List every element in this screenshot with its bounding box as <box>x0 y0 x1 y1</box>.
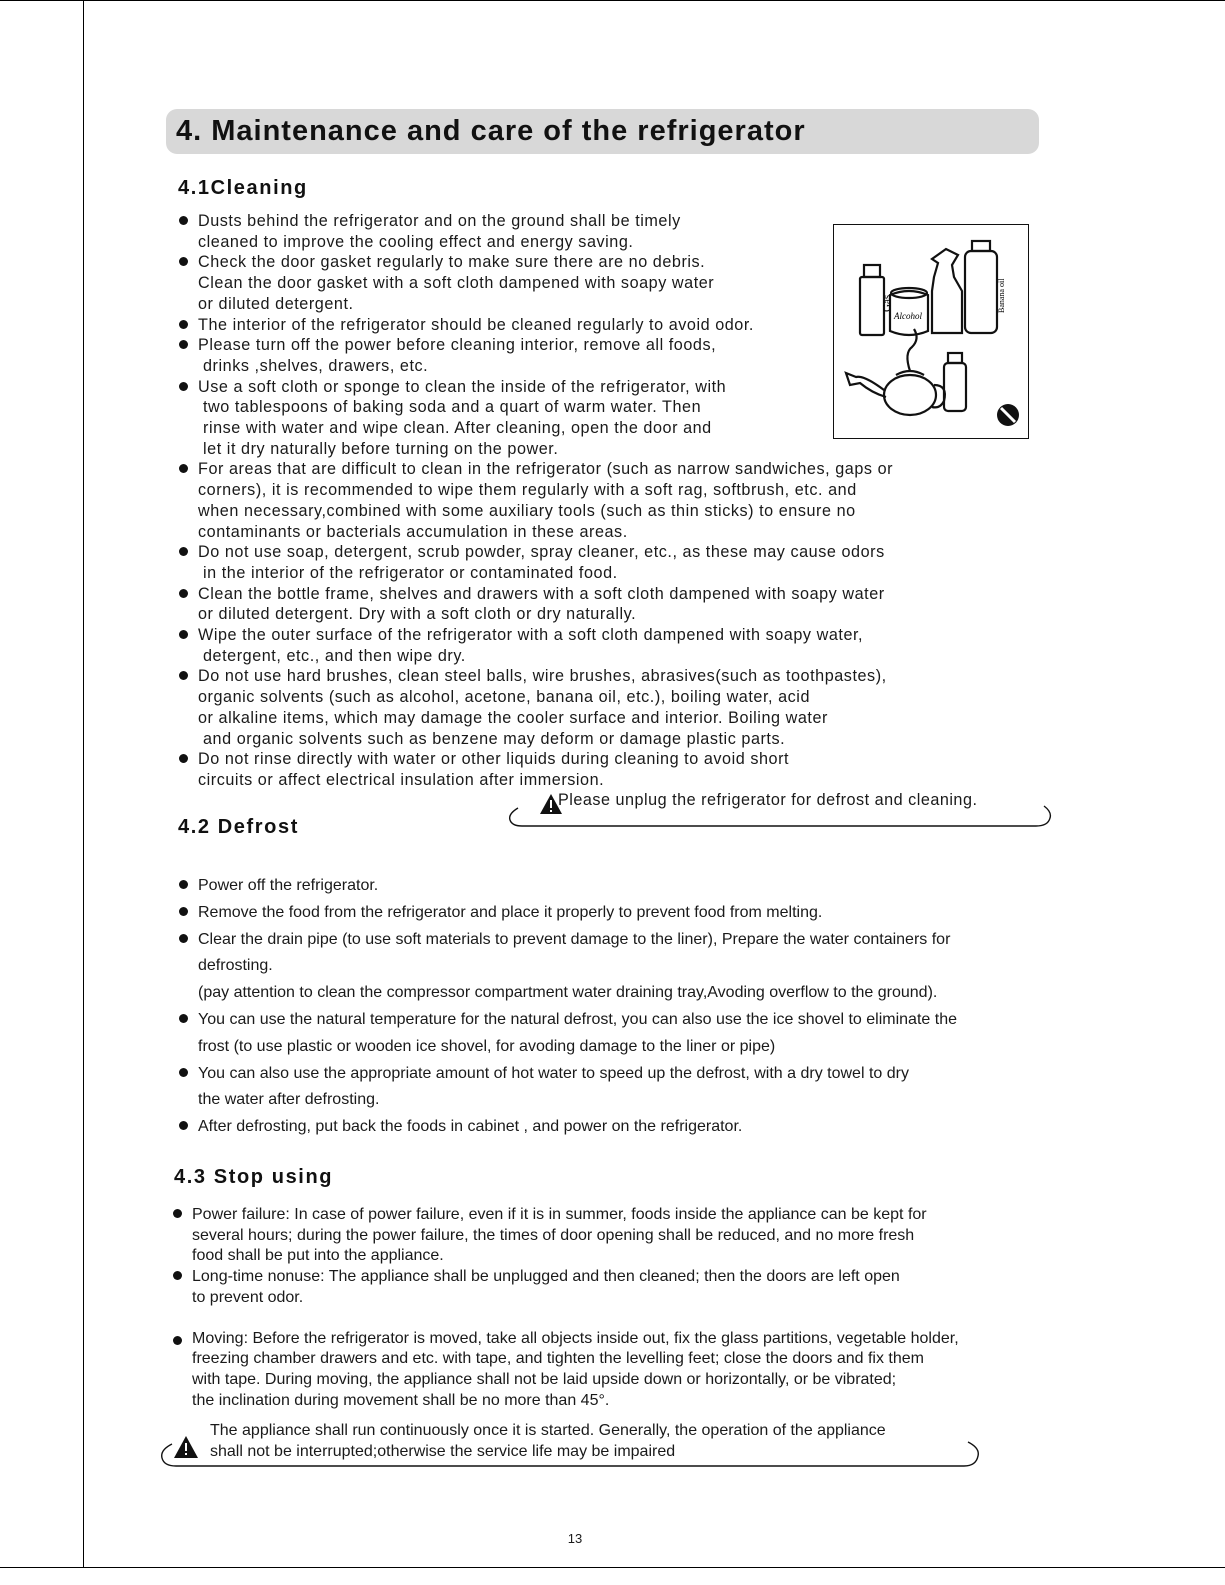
frame-left-rule <box>83 0 84 1567</box>
frame-top-rule <box>0 0 1225 1</box>
page-number: 13 <box>567 1531 583 1546</box>
small-bottle-shape <box>944 363 966 411</box>
cleaning-heading: 4.1Cleaning <box>178 177 308 199</box>
gas-can-cap <box>864 265 880 277</box>
list-item: Power off the refrigerator. <box>178 873 957 900</box>
defrost-list <box>178 873 957 1141</box>
list-item: You can also use the appropriate amount of hot water to speed up the defrost, with a dry towel to dry the water after defrosting. <box>178 1061 957 1115</box>
spray-bottle-shape <box>932 249 962 333</box>
no-chemicals-illustration <box>833 224 1029 439</box>
list-item: Moving: Before the refrigerator is moved, take all objects inside out, fix the glass partitions, vegetable holder, freezing chamber drawers and etc. with tape, and tighten the levelling feet; close the doors and fix them with tape. During moving, the appliance shall not be laid upside down or horizontally, or be vibrated; the inclination during movement shall be no more than 45°. <box>172 1329 959 1412</box>
list-item: Wipe the outer surface of the refrigerator with a soft cloth dampened with soapy water, detergent, etc., and then wipe dry. <box>178 625 893 666</box>
stop-using-heading: 4.3 Stop using <box>174 1166 334 1188</box>
banana-oil-bottle-shape <box>965 251 997 333</box>
list-item: Please turn off the power before cleaning interior, remove all foods, drinks ,shelves, drawers, etc. <box>178 335 893 376</box>
gas-label: Gas <box>881 294 893 312</box>
list-item: Power failure: In case of power failure, even if it is in summer, foods inside the appliance can be kept for several hours; during the power failure, the times of door opening shall be reduced, and no more fresh food shall be put into the appliance. <box>172 1205 959 1267</box>
defrost-heading: 4.2 Defrost <box>178 816 299 838</box>
list-item: Use a soft cloth or sponge to clean the inside of the refrigerator, with two tablespoons of baking soda and a quart of warm water. Then rinse with water and wipe clean. After cleaning, open the door and let it dry naturally before turning on the power. <box>178 377 893 460</box>
continuous-run-warning-text: The appliance shall run continuously once it is started. Generally, the operation of the appliance shall not be interrupted;otherwise the service life may be impaired <box>210 1422 886 1460</box>
bullet <box>179 257 188 266</box>
banana-oil-label: Banana oil <box>997 278 1006 313</box>
bullet <box>179 934 188 943</box>
list-item: Do not use soap, detergent, scrub powder, spray cleaner, etc., as these may cause odors in the interior of the refrigerator or contaminated food. <box>178 542 893 583</box>
cleaning-list <box>178 211 893 791</box>
bullet <box>179 1121 188 1130</box>
list-item: After defrosting, put back the foods in cabinet , and power on the refrigerator. <box>178 1114 957 1141</box>
bullet <box>179 1014 188 1023</box>
chemicals-drawing <box>834 225 1028 438</box>
bullet <box>173 1209 182 1218</box>
bullet <box>179 464 188 473</box>
list-item: Clear the drain pipe (to use soft materials to prevent damage to the liner), Prepare the water containers for defrosting. (pay attention to clean the compressor compartment water draining tray,Avoding overflow to the ground). <box>178 927 957 1007</box>
chapter-title: 4. Maintenance and care of the refrigerator <box>176 115 806 147</box>
bullet <box>179 382 188 391</box>
bullet <box>179 630 188 639</box>
unplug-warning-callout <box>506 790 1054 828</box>
unplug-warning-text: Please unplug the refrigerator for defrost and cleaning. <box>558 791 978 809</box>
list-item: Clean the bottle frame, shelves and drawers with a soft cloth dampened with soapy water or diluted detergent. Dry with a soft cloth or dry naturally. <box>178 584 893 625</box>
bullet <box>179 907 188 916</box>
stop-using-list <box>172 1205 959 1411</box>
bullet <box>179 216 188 225</box>
list-spacer <box>172 1309 959 1329</box>
list-item: Do not rinse directly with water or other liquids during cleaning to avoid short circuits or affect electrical insulation after immersion. <box>178 749 893 790</box>
list-item: For areas that are difficult to clean in the refrigerator (such as narrow sandwiches, gaps or corners), it is recommended to wipe them regularly with a soft rag, softbrush, etc. and when necessary,combined with some auxiliary tools (such as thin sticks) to ensure no contaminants or bacterials accumulation in these areas. <box>178 459 893 542</box>
chapter-title-bar <box>166 109 1039 154</box>
bullet <box>173 1336 182 1345</box>
bullet <box>179 754 188 763</box>
list-item: Check the door gasket regularly to make sure there are no debris. Clean the door gasket with a soft cloth dampened with soapy water or diluted detergent. <box>178 252 893 314</box>
bullet <box>179 671 188 680</box>
bullet <box>179 340 188 349</box>
teapot-shape <box>884 375 936 415</box>
list-item: Do not use hard brushes, clean steel balls, wire brushes, abrasives(such as toothpastes), organic solvents (such as alcohol, acetone, banana oil, etc.), boiling water, acid or alkaline items, which may damage the cooler surface and interior. Boiling water and organic solvents such as benzene may deform or damage plastic parts. <box>178 666 893 749</box>
list-item: You can use the natural temperature for the natural defrost, you can also use the ice shovel to eliminate the frost (to use plastic or wooden ice shovel, for avoding damage to the liner or pipe) <box>178 1007 957 1061</box>
alcohol-label: Alcohol <box>894 311 922 321</box>
list-item: Dusts behind the refrigerator and on the ground shall be timely cleaned to improve the cooling effect and energy saving. <box>178 211 893 252</box>
frame-bottom-rule <box>0 1567 1225 1568</box>
list-item: Long-time nonuse: The appliance shall be unplugged and then cleaned; then the doors are left open to prevent odor. <box>172 1267 959 1308</box>
bullet <box>179 320 188 329</box>
bullet <box>173 1271 182 1280</box>
bullet <box>179 547 188 556</box>
continuous-run-warning-callout <box>158 1418 980 1470</box>
bullet <box>179 1068 188 1077</box>
list-item: Remove the food from the refrigerator and place it properly to prevent food from melting. <box>178 900 957 927</box>
list-item: The interior of the refrigerator should be cleaned regularly to avoid odor. <box>178 315 893 336</box>
bullet <box>179 880 188 889</box>
bullet <box>179 589 188 598</box>
